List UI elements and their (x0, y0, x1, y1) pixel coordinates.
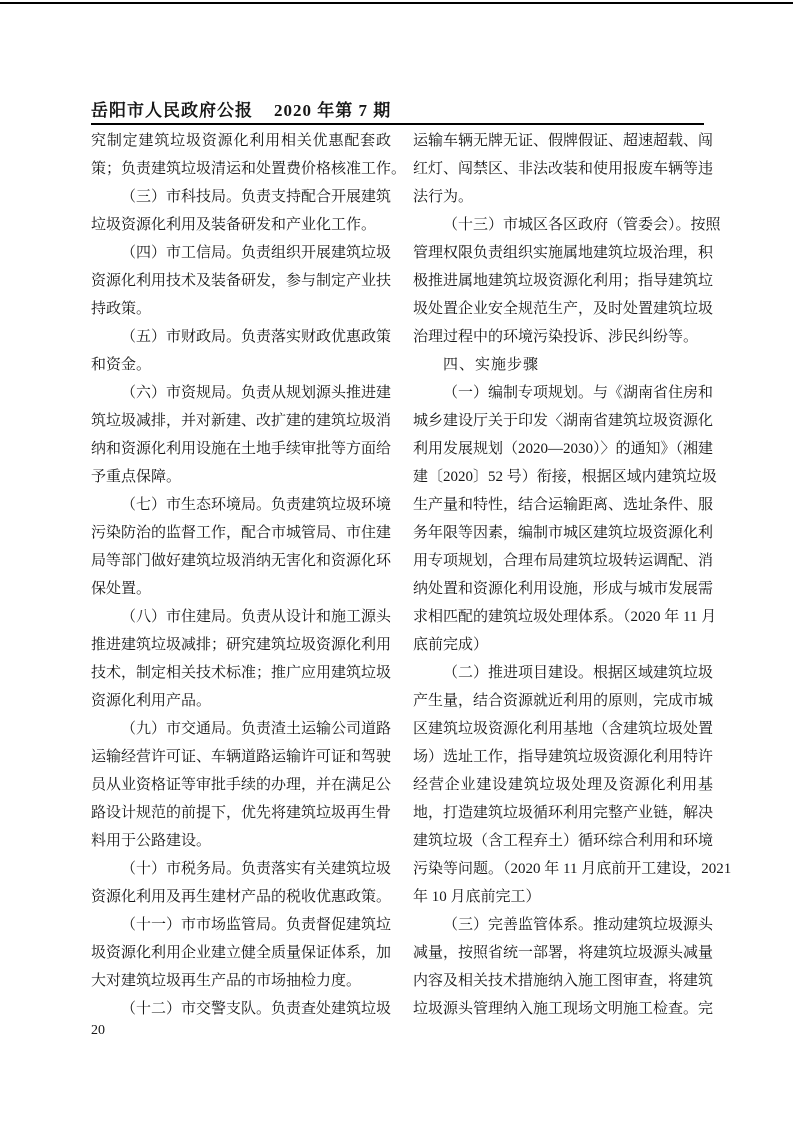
text-line: 污染等问题。（2020 年 11 月底前开工建设，2021 (413, 861, 732, 877)
text-line: 路设计规范的前提下，优先将建筑垃圾再生骨 (91, 805, 392, 821)
left-text-column (91, 127, 407, 1023)
text-line: 生产量和特性，结合运输距离、选址条件、服 (413, 497, 714, 513)
text-line: 管理权限负责组织实施属地建筑垃圾治理，积 (413, 245, 714, 261)
text-line: （六）市资规局。负责从规划源头推进建 (121, 385, 392, 401)
text-line: 料用于公路建设。 (91, 833, 212, 849)
text-line: 年 10 月底前完工） (413, 889, 541, 905)
text-line: （七）市生态环境局。负责建筑垃圾环境 (121, 497, 392, 513)
text-line: 产生量，结合资源就近利用的原则，完成市城 (413, 693, 714, 709)
text-line: 圾处置企业安全规范生产，及时处置建筑垃圾 (413, 301, 714, 317)
text-line: 垃圾资源化利用及装备研发和产业化工作。 (91, 217, 377, 233)
text-line: （十一）市市场监管局。负责督促建筑垃 (121, 917, 392, 933)
text-line: （十）市税务局。负责落实有关建筑垃圾 (121, 861, 392, 877)
gazette-title: 岳阳市人民政府公报 (91, 101, 253, 120)
text-line: 建〔2020〕52 号）衔接，根据区域内建筑垃圾 (413, 469, 717, 485)
text-line: 资源化利用及再生建材产品的税收优惠政策。 (91, 889, 392, 905)
page-number: 20 (91, 1023, 105, 1038)
text-line: 减量，按照省统一部署，将建筑垃圾源头减量 (413, 945, 714, 961)
text-line: （二）推进项目建设。根据区域建筑垃圾 (443, 665, 714, 681)
top-border-line (0, 2, 793, 4)
text-line: 纳和资源化利用设施在土地手续审批等方面给 (91, 441, 392, 457)
gazette-issue: 2020 年第 7 期 (274, 101, 392, 120)
text-line: （三）完善监管体系。推动建筑垃圾源头 (443, 917, 714, 933)
text-line: 场）选址工作，指导建筑垃圾资源化利用特许 (413, 749, 714, 765)
text-line: 员从业资格证等审批手续的办理，并在满足公 (91, 777, 392, 793)
text-line: 予重点保障。 (91, 469, 182, 485)
text-line: 垃圾源头管理纳入施工现场文明施工检查。完 (413, 1001, 714, 1017)
text-line: 治理过程中的环境污染投诉、涉民纠纷等。 (413, 329, 699, 345)
text-line: 内容及相关技术措施纳入施工图审查，将建筑 (413, 973, 714, 989)
text-line: 利用发展规划（2020—2030）〉的通知》（湘建 (413, 441, 714, 457)
text-line: 技术，制定相关技术标准；推广应用建筑垃圾 (91, 665, 392, 681)
text-line: 极推进属地建筑垃圾资源化利用；指导建筑垃 (413, 273, 714, 289)
page-header (91, 96, 391, 121)
text-line: 保处置。 (91, 581, 152, 597)
text-line: （八）市住建局。负责从设计和施工源头 (121, 609, 392, 625)
text-line: 红灯、闯禁区、非法改装和使用报废车辆等违 (413, 161, 714, 177)
text-line: 建筑垃圾（含工程弃土）循环综合利用和环境 (413, 833, 714, 849)
right-text-column (413, 127, 732, 1023)
text-line: 和资金。 (91, 357, 152, 373)
text-line: 策；负责建筑垃圾清运和处置费价格核准工作。 (91, 161, 407, 177)
section-heading: 四、实施步骤 (443, 357, 540, 373)
text-line: 资源化利用技术及装备研发，参与制定产业扶 (91, 273, 392, 289)
text-line: 圾资源化利用企业建立健全质量保证体系，加 (91, 945, 392, 961)
text-line: 持政策。 (91, 301, 152, 317)
text-line: 城乡建设厅关于印发〈湖南省建筑垃圾资源化 (413, 413, 714, 429)
text-line: 底前完成） (413, 637, 489, 653)
text-line: （十二）市交警支队。负责查处建筑垃圾 (121, 1001, 392, 1017)
text-line: 务年限等因素，编制市城区建筑垃圾资源化利 (413, 525, 714, 541)
text-line: 究制定建筑垃圾资源化利用相关优惠配套政 (91, 133, 391, 149)
text-line: （一）编制专项规划。与《湖南省住房和 (443, 385, 714, 401)
text-line: 用专项规划，合理布局建筑垃圾转运调配、消 (413, 553, 714, 569)
text-line: 推进建筑垃圾减排；研究建筑垃圾资源化利用 (91, 637, 392, 653)
text-line: 局等部门做好建筑垃圾消纳无害化和资源化环 (91, 553, 392, 569)
header-rule (91, 123, 704, 125)
text-line: 污染防治的监督工作，配合市城管局、市住建 (91, 525, 392, 541)
text-line: 大对建筑垃圾再生产品的市场抽检力度。 (91, 973, 362, 989)
text-line: （四）市工信局。负责组织开展建筑垃圾 (121, 245, 392, 261)
text-line: 纳处置和资源化利用设施，形成与城市发展需 (413, 581, 714, 597)
text-line: 法行为。 (413, 189, 474, 205)
text-line: 资源化利用产品。 (91, 693, 212, 709)
text-line: 筑垃圾减排，并对新建、改扩建的建筑垃圾消 (91, 413, 392, 429)
text-line: 求相匹配的建筑垃圾处理体系。（2020 年 11 月 (413, 609, 717, 625)
text-line: （五）市财政局。负责落实财政优惠政策 (121, 329, 392, 345)
text-line: 地，打造建筑垃圾循环利用完整产业链，解决 (413, 805, 714, 821)
text-line: 运输车辆无牌无证、假牌假证、超速超载、闯 (413, 133, 714, 149)
text-line: 运输经营许可证、车辆道路运输许可证和驾驶 (91, 749, 392, 765)
text-line: 经营企业建设建筑垃圾处理及资源化利用基 (413, 777, 713, 793)
text-line: 区建筑垃圾资源化利用基地（含建筑垃圾处置 (413, 721, 714, 737)
text-line: （九）市交通局。负责渣土运输公司道路 (121, 721, 392, 737)
text-line: （三）市科技局。负责支持配合开展建筑 (121, 189, 392, 205)
text-line: （十三）市城区各区政府（管委会）。按照 (443, 217, 721, 233)
